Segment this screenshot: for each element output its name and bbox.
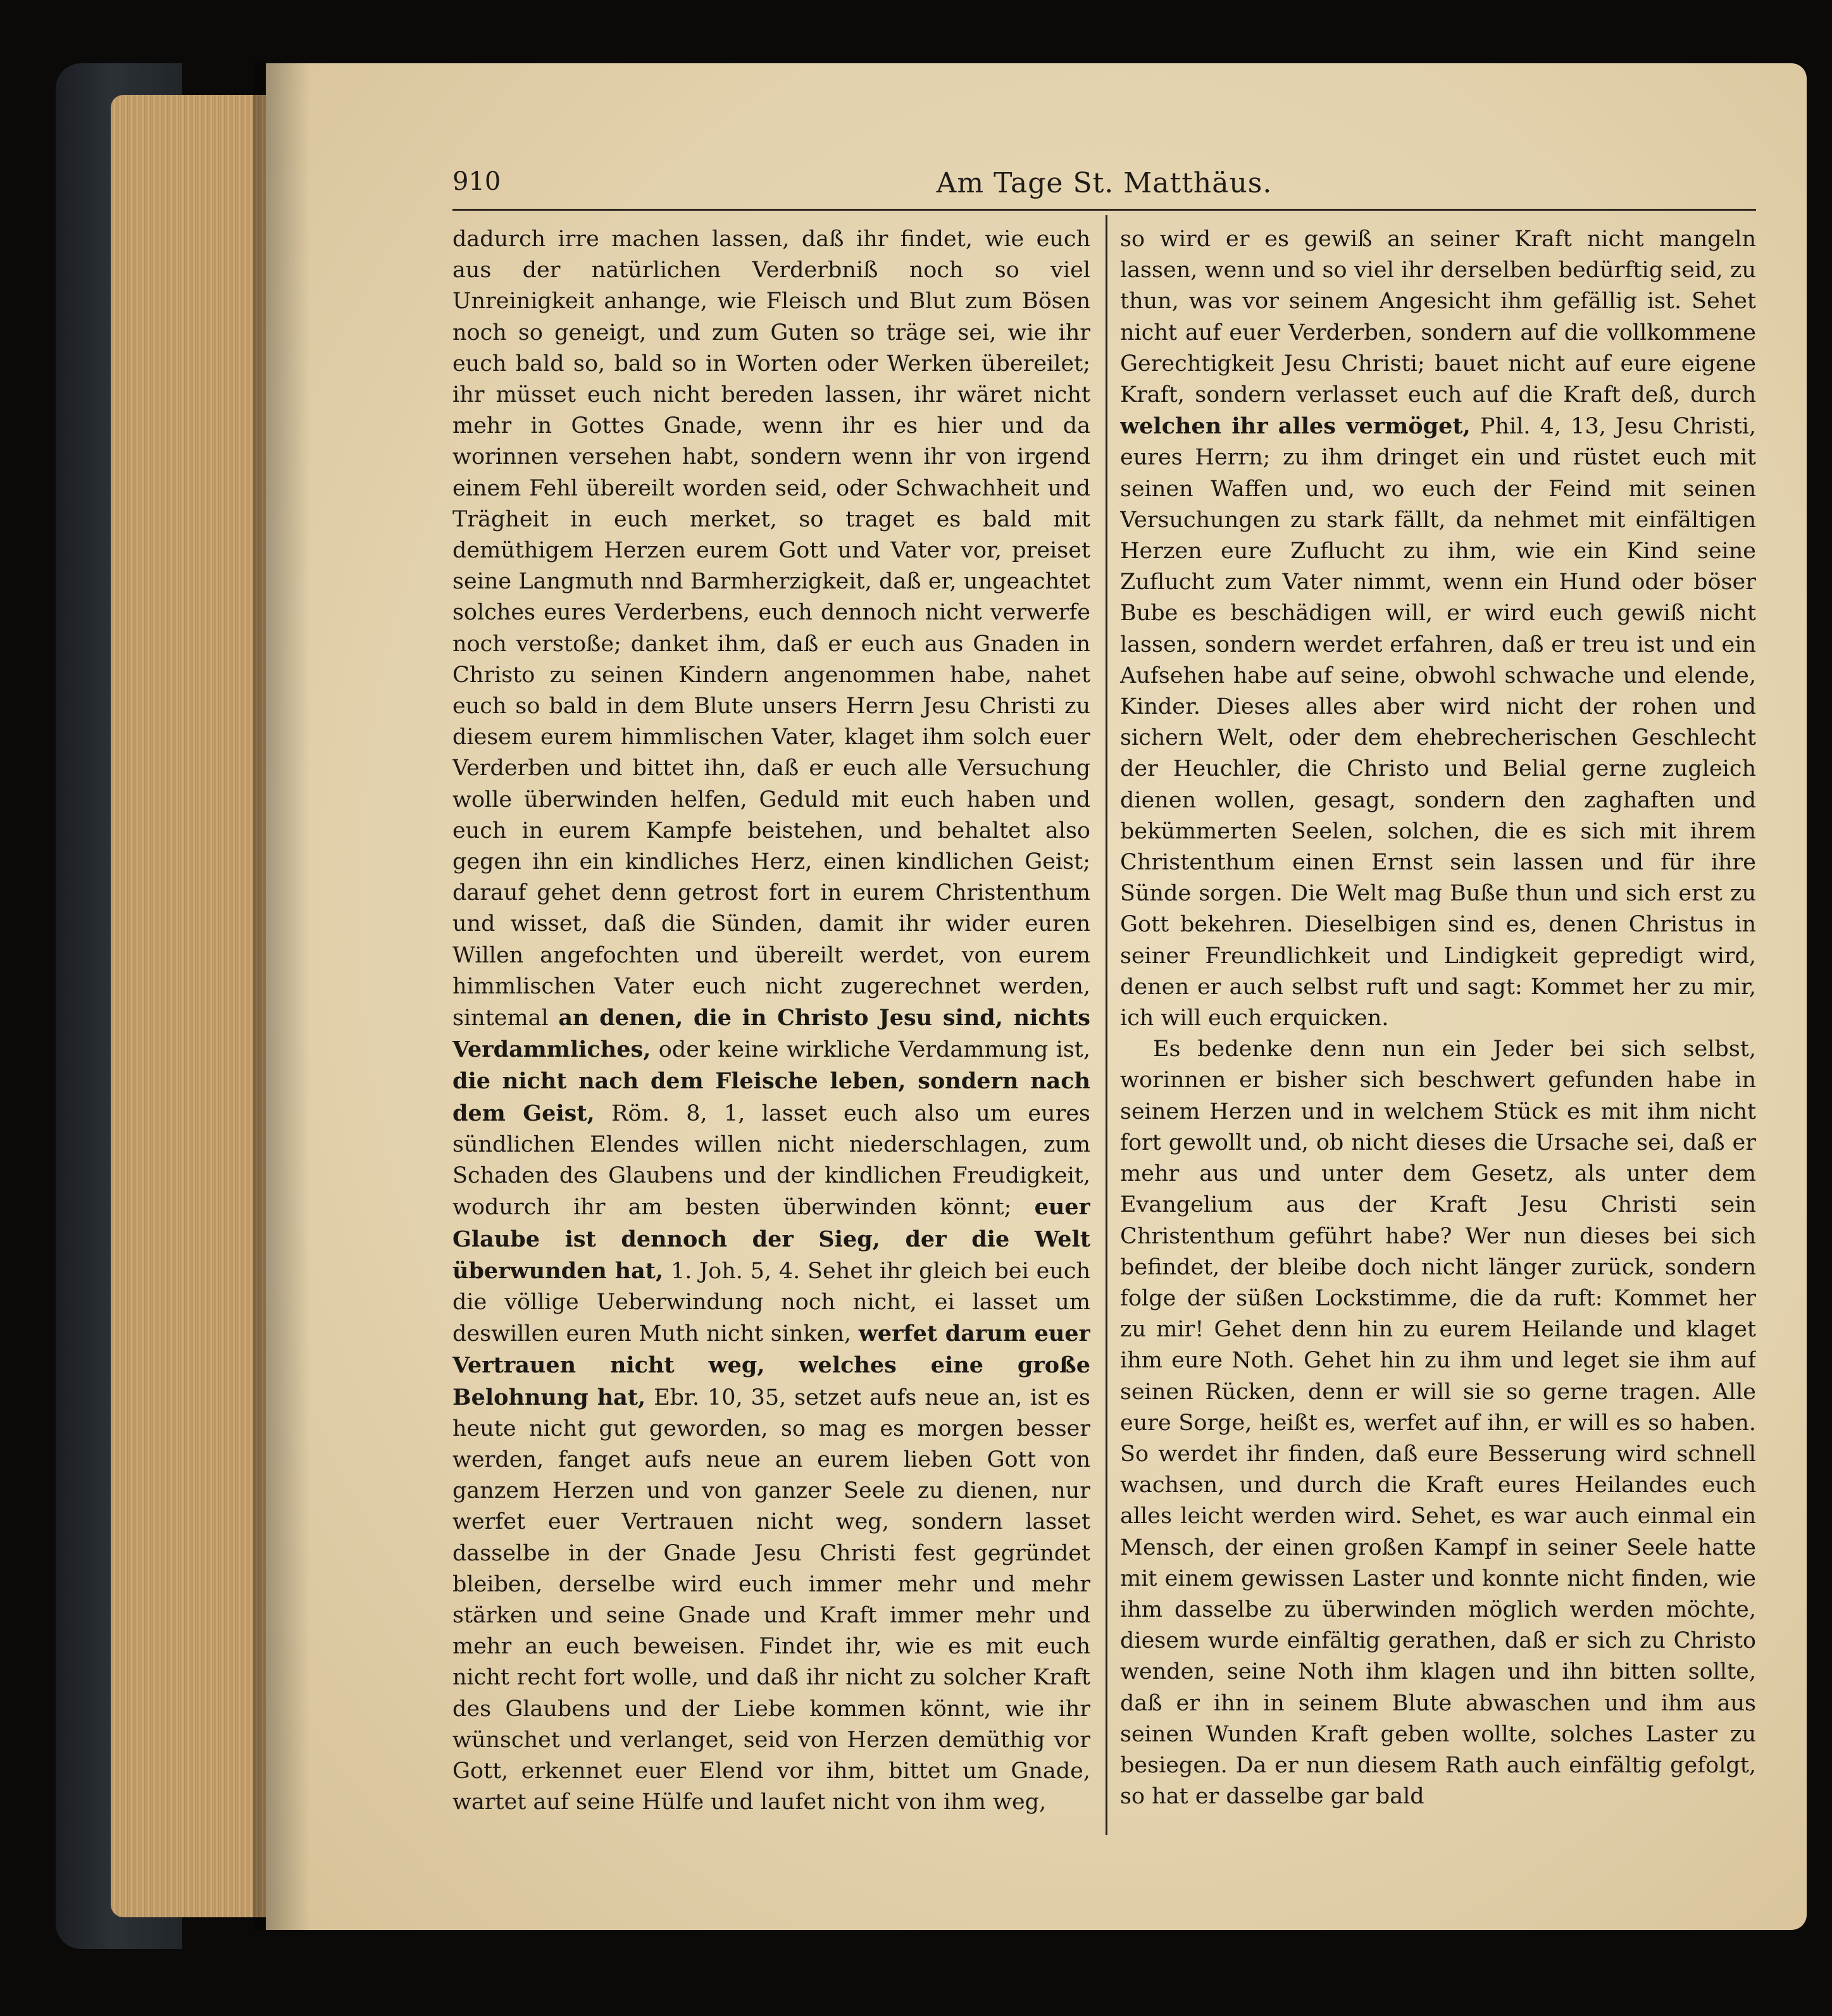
header-rule — [452, 209, 1756, 211]
text-run: Phil. 4, 13, Jesu Christi, eures Herrn; zu ihm dringet ein und rüstet euch mit seinen Waffen und, wo euch der Feind mit seinen Versuchungen zu stark fällt, da nehmet mit einfältigen Herzen eure Zuflucht zu ihm, wie ein Kind seine Zuflucht zum Vater nimmt, wenn ein Hund oder böser Bube es beschädigen will, er wird euch gewiß nicht lassen, sondern werdet erfahren, daß er treu ist und ein Aufsehen habe auf seine, obwohl schwache und elende, Kinder. Dieses alles aber wird nicht der rohen und sichern Welt, oder dem ehebrecherischen Geschlecht der Heuchler, die Christo und Belial gerne zugleich dienen wollen, gesagt, sondern den zaghaften und bekümmerten Seelen, solchen, die es sich mit ihrem Christenthum einen Ernst sein lassen und für ihre Sünde sorgen. Die Welt mag Buße thun und sich erst zu Gott bekehren. Dieselbigen sind es, denen Christus in seiner Freundlichkeit und Lindigkeit gepredigt wird, denen er auch selbst ruft und sagt: Kommet her zu mir, ich will euch erquicken. — [1120, 414, 1756, 1031]
page-number: 910 — [452, 167, 501, 196]
paragraph — [1120, 1034, 1756, 1812]
column-divider — [1106, 215, 1107, 1835]
text-run: dadurch irre machen lassen, daß ihr findet, wie euch aus der natürlichen Verderbniß noch so viel Unreinigkeit anhange, wie Fleisch und Blut zum Bösen noch so geneigt, und zum Guten so träge sei, wie ihr euch bald so, bald so in Worten oder Werken übereilet; ihr müsset euch nicht bereden lassen, ihr wäret nicht mehr in Gottes Gnade, wenn ihr es hier und da worinnen versehen habt, sondern wenn ihr von irgend einem Fehl übereilt worden seid, oder Schwachheit und Trägheit in euch merket, so traget es bald mit demüthigem Herzen eurem Gott und Vater vor, preiset seine Langmuth nnd Barmherzigkeit, daß er, ungeachtet solches eures Verderbens, euch dennoch nicht verwerfe noch verstoße; danket ihm, daß er euch aus Gnaden in Christo zu seinen Kindern angenommen habe, nahet euch so bald in dem Blute unsers Herrn Jesu Christi zu diesem eurem himmlischen Vater, klaget ihm solch euer Verderben und bittet ihn, daß er euch alle Versuchung wolle überwinden helfen, Geduld mit euch haben und euch in eurem Kampfe beistehen, und behaltet also gegen ihn ein kindliches Herz, einen kindlichen Geist; darauf gehet denn getrost fort in eurem Christenthum und wisset, daß die Sünden, damit ihr wider euren Willen angefochten und übereilt werdet, von eurem himmlischen Vater euch nicht zugerechnet werden, sintemal — [452, 227, 1090, 1031]
paragraph — [452, 224, 1090, 1818]
text-run: so wird er es gewiß an seiner Kraft nicht mangeln lassen, wenn und so viel ihr derselben bedürftig seid, zu thun, was vor seinem Angesicht ihm gefällig ist. Sehet nicht auf euer Verderben, sondern auf die vollkommene Gerechtigkeit Jesu Christi; bauet nicht auf eure eigene Kraft, sondern verlasset euch auf die Kraft deß, durch — [1120, 227, 1756, 408]
text-run: 1. Joh. 5, 4. Sehet ihr gleich bei euch die völlige Ueberwindung noch nicht, ei lasset um deswillen euren Muth nicht sinken, — [452, 1258, 1090, 1347]
text-run: Ebr. 10, 35, setzet aufs neue an, ist es heute nicht gut geworden, so mag es morgen besser werden, fanget aufs neue an eurem lieben Gott von ganzem Herzen und von ganzer Seele zu dienen, nur werfet euer Vertrauen nicht weg, sondern lasset dasselbe in der Gnade Jesu Christi fest gegründet bleiben, derselbe wird euch immer mehr und mehr stärken und seine Gnade und Kraft immer mehr und mehr an euch beweisen. Findet ihr, wie es mit euch nicht recht fort wolle, und daß ihr nicht zu solcher Kraft des Glaubens und der Liebe kommen könnt, wie ihr wünschet und verlanget, seid von Herzen demüthig vor Gott, erkennet euer Elend vor ihm, bittet um Gnade, wartet auf seine Hülfe und laufet nicht von ihm weg, — [452, 1384, 1090, 1815]
emphasized-text-run: welchen ihr alles vermöget, — [1120, 413, 1471, 440]
emphasized-text-run: an denen, die in Christo Jesu sind, nichts Verdammliches, — [452, 1005, 1090, 1063]
emphasized-text-run: die nicht nach dem Fleische leben, sondern nach dem Geist, — [452, 1068, 1090, 1126]
page-header-title: Am Tage St. Matthäus. — [936, 167, 1273, 199]
text-run: Röm. 8, 1, lasset euch also um eures sündlichen Elendes willen nicht niederschlagen, zum Schaden des Glaubens und der kindlichen Freudigkeit, wodurch ihr am besten überwinden könnt; — [452, 1100, 1090, 1221]
emphasized-text-run: werfet darum euer Vertrauen nicht weg, welches eine große Belohnung hat, — [452, 1321, 1090, 1410]
text-run: oder keine wirkliche Verdammung ist, — [651, 1037, 1090, 1063]
running-head — [452, 162, 1756, 206]
right-text-column — [1120, 224, 1756, 1844]
left-text-column — [452, 224, 1090, 1844]
emphasized-text-run: euer Glaube ist dennoch der Sieg, der die Welt überwunden hat, — [452, 1194, 1090, 1284]
text-run: Es bedenke denn nun ein Jeder bei sich selbst, worinnen er bisher sich beschwert gefunden habe in seinem Herzen und in welchem Stück es mit ihm nicht fort gewollt und, ob nicht dieses die Ursache sei, daß er mehr aus und unter dem Gesetz, als unter dem Evangelium aus der Kraft Jesu Christi sein Christenthum geführt habe? Wer nun dieses bei sich befindet, der bleibe doch nicht länger zurück, sondern folge der süßen Lockstimme, die da ruft: Kommet her zu mir! Gehet denn hin zu eurem Heilande und klaget ihm eure Noth. Gehet hin zu ihm und leget sie ihm auf seinen Rücken, denn er will sie so gerne tragen. Alle eure Sorge, heißt es, werfet auf ihn, er will es so haben. So werdet ihr finden, daß eure Besserung wird schnell wachsen, und durch die Kraft eures Heilandes euch alles leicht werden wird. Sehet, es war auch einmal ein Mensch, der einen großen Kampf in seiner Seele hatte mit einem gewissen Laster und konnte nicht finden, wie ihm dasselbe zu überwinden möglich werden möchte, diesem wurde einfältig gerathen, daß er sich zu Christo wenden, seine Noth ihm klagen und ihn bitten sollte, daß er ihn in seinem Blute abwaschen und ihm aus seinen Wunden Kraft geben wollte, solches Laster zu besiegen. Da er nun diesem Rath auch einfältig gefolgt, so hat er dasselbe gar bald — [1120, 1036, 1756, 1810]
paragraph — [1120, 224, 1756, 1034]
gutter-shadow — [253, 63, 310, 1930]
